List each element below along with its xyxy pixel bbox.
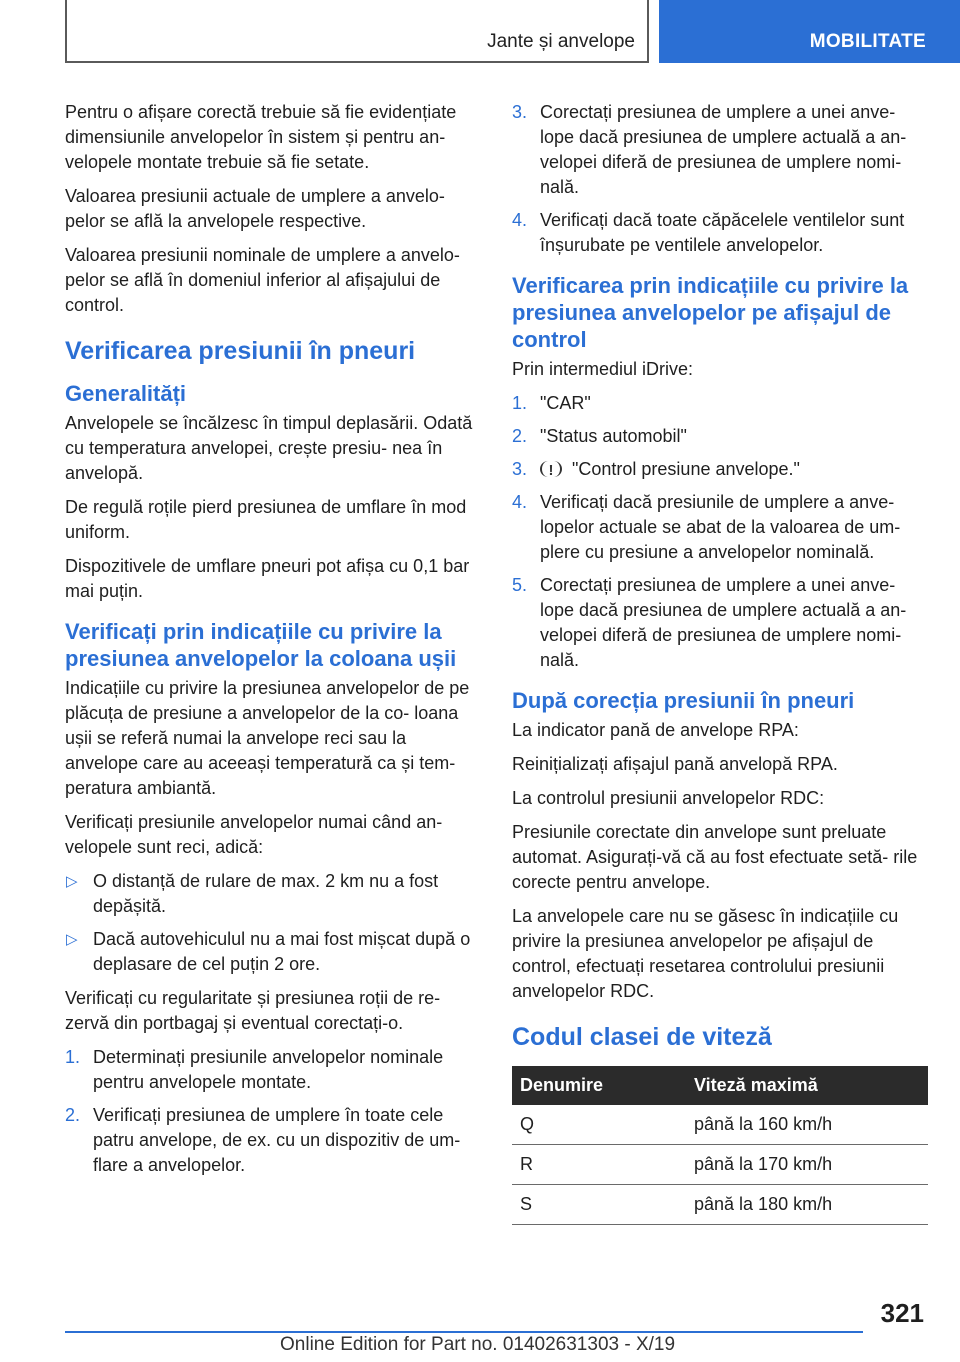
table-cell: până la 180 km/h [686, 1185, 928, 1225]
check-steps-list [65, 1045, 477, 1178]
heading-check-pressure: Verificarea presiunii în pneuri [65, 337, 416, 365]
table-header-cell: Denumire [512, 1066, 686, 1105]
right-column [512, 100, 928, 1225]
list-item: 3. Corectați presiunea de umplere a unei anve- lope dacă presiunea de umplere actuală a an- velopei diferă de presiunea de umplere nomi- nală. [512, 102, 907, 197]
heading-general: Generalități [65, 381, 187, 406]
idrive-steps-list [512, 391, 928, 673]
table-header-row [512, 1066, 928, 1105]
tire-pressure-warning-icon [540, 461, 562, 477]
left-column [65, 100, 477, 1187]
list-item: 2. Verificați presiunea de umplere în toate cele patru anvelope, de ex. cu un dispozitiv de um- flare a anvelopelor. [65, 1105, 461, 1175]
intro-paragraph-1: Pentru o afișare corectă trebuie să fie evidențiate dimensiunile anvelopelor în sistem și pentru an- velopele montate trebuie să fie setate. [65, 102, 457, 172]
heading-door-pillar: Verificați prin indicațiile cu privire la presiunea anvelopelor la coloana ușii [65, 619, 457, 671]
table-cell: până la 160 km/h [686, 1105, 928, 1145]
speed-class-table [512, 1066, 928, 1225]
after-paragraph-1: La indicator pană de anvelope RPA: [512, 720, 799, 740]
general-paragraph-2: De regulă roțile pierd presiunea de umflare în mod uniform. [65, 497, 467, 542]
after-paragraph-5: La anvelopele care nu se găsesc în indicațiile cu privire la presiunea anvelopelor pe afișajul de control, efectuați resetarea controlului presiunii anvelopelor RDC. [512, 906, 899, 1001]
list-item: 1. Determinați presiunile anvelopelor nominale pentru anvelopele montate. [65, 1047, 444, 1092]
general-paragraph-1: Anvelopele se încălzesc în timpul deplasării. Odată cu temperatura anvelopei, crește presiu- nea în anvelopă. [65, 413, 473, 483]
triangle-bullet-icon: ▷ [66, 931, 78, 948]
list-item: ▷ O distanță de rulare de max. 2 km nu a fost depășită. [66, 871, 439, 916]
conditions-list [65, 869, 477, 977]
list-item: ▷ Dacă autovehiculul nu a mai fost mișcat după o deplasare de cel puțin 2 ore. [66, 929, 471, 974]
heading-after-correction: După corecția presiunii în pneuri [512, 688, 855, 713]
header-chapter-tab [659, 0, 960, 63]
list-item: 4. Verificați dacă toate căpăcelele ventilelor sunt înșurubate pe ventilele anvelopelor. [512, 210, 905, 255]
list-item: 5. Corectați presiunea de umplere a unei anve- lope dacă presiunea de umplere actuală a an- velopei diferă de presiunea de umplere nomi- nală. [512, 575, 907, 670]
table-row [512, 1145, 928, 1185]
footer-divider [65, 1331, 863, 1333]
page-number: 321 [880, 1298, 924, 1328]
table-row [512, 1185, 928, 1225]
door-paragraph-1: Indicațiile cu privire la presiunea anvelopelor de pe plăcuța de presiune a anvelopelor de la co- loana ușii se referă numai la anvelope reci sau la anvelope care au aceeași temperatură ca și tem- peratura ambiantă. [65, 678, 470, 798]
table-cell: până la 170 km/h [686, 1145, 928, 1185]
header-section-title: Jante și anvelope [487, 31, 635, 52]
display-paragraph-1: Prin intermediul iDrive: [512, 359, 694, 379]
triangle-bullet-icon: ▷ [66, 873, 78, 890]
list-item: 1. "CAR" [512, 393, 591, 413]
list-item: 2. "Status automobil" [512, 426, 687, 446]
header-chapter-label: MOBILITATE [809, 31, 926, 52]
heading-speed-class: Codul clasei de viteză [512, 1023, 772, 1051]
table-row [512, 1105, 928, 1145]
check-steps-continued [512, 100, 928, 258]
footer-edition: Online Edition for Part no. 01402631303 - X/19 [280, 1334, 676, 1355]
list-item: 4. Verificați dacă presiunile de umplere a anve- lopelor actuale se abat de la valoarea de um- plere cu presiune a anvelopelor nominală. [512, 492, 901, 562]
after-paragraph-3: La controlul presiunii anvelopelor RDC: [512, 788, 825, 808]
after-paragraph-2: Reinițializați afișajul pană anvelopă RPA. [512, 754, 838, 774]
list-item: 3. ! "Control presiune anvelope." [512, 457, 928, 482]
table-cell: S [512, 1185, 686, 1225]
general-paragraph-3: Dispozitivele de umflare pneuri pot afișa cu 0,1 bar mai puțin. [65, 556, 470, 601]
door-paragraph-3: Verificați cu regularitate și presiunea roții de re- zervă din portbagaj și eventual corectați-o. [65, 988, 441, 1033]
intro-paragraph-2: Valoarea presiunii actuale de umplere a anvelo- pelor se află la anvelopele respective. [65, 186, 445, 231]
after-paragraph-4: Presiunile corectate din anvelope sunt preluate automat. Asigurați-vă că au fost efectuate setă- rile corecte pentru anvelope. [512, 822, 918, 892]
intro-paragraph-3: Valoarea presiunii nominale de umplere a anvelo- pelor se află în domeniul inferior al afișajului de control. [65, 245, 460, 315]
table-cell: Q [512, 1105, 686, 1145]
door-paragraph-2: Verificați presiunile anvelopelor numai când an- velopele sunt reci, adică: [65, 812, 443, 857]
heading-control-display: Verificarea prin indicațiile cu privire la presiunea anvelopelor pe afișajul de control [512, 273, 909, 352]
table-header-cell: Viteză maximă [686, 1066, 928, 1105]
table-cell: R [512, 1145, 686, 1185]
